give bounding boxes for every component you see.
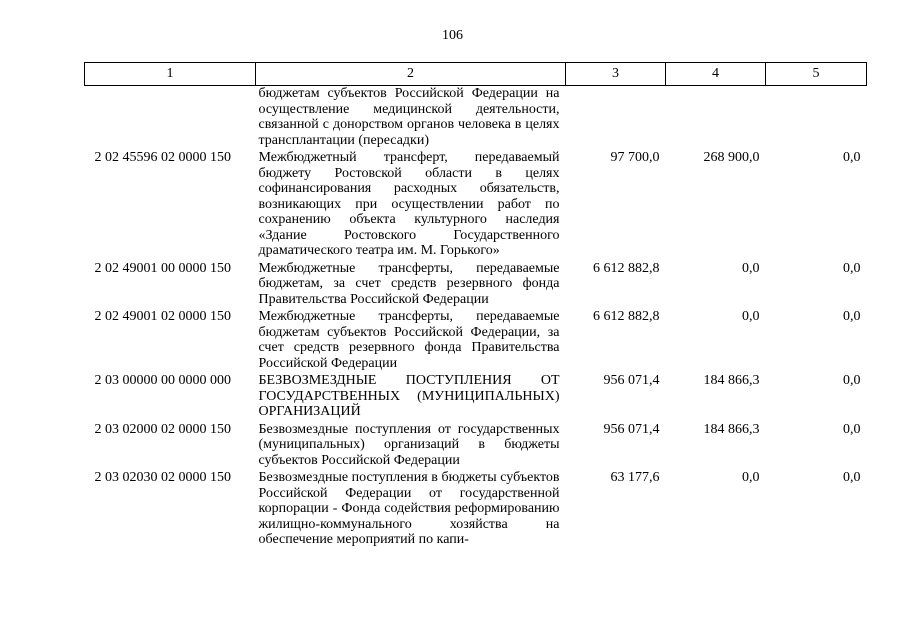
row-name: Межбюджетные трансферты, передаваемые бюджетам субъектов Российской Федерации, за счет средств резервного фонда Правительства Российской Федерации bbox=[258, 309, 560, 371]
row-value-col3: 6 612 882,8 bbox=[593, 309, 660, 324]
row-value-col3: 97 700,0 bbox=[610, 150, 660, 165]
row-value-col5 bbox=[766, 86, 867, 151]
row-value-col5: 0,0 bbox=[843, 309, 861, 324]
row-code: 2 03 02030 02 0000 150 bbox=[94, 470, 231, 485]
row-value-col3: 956 071,4 bbox=[603, 421, 660, 437]
table-body bbox=[85, 86, 867, 548]
row-value-col5: 0,0 bbox=[843, 470, 861, 485]
table-row bbox=[85, 309, 867, 373]
row-value-col4: 0,0 bbox=[742, 309, 760, 324]
row-value-col5: 0,0 bbox=[843, 150, 861, 165]
row-code: 2 02 49001 00 0000 150 bbox=[94, 260, 231, 276]
row-value-col3: 63 177,6 bbox=[610, 470, 660, 485]
table-row bbox=[85, 422, 867, 471]
column-header-4: 4 bbox=[666, 63, 766, 86]
row-name: Безвозмездные поступления от государственных (муниципальных) организаций в бюджеты субъектов Российской Федерации bbox=[258, 421, 560, 468]
row-value-col4: 184 866,3 bbox=[703, 373, 760, 388]
row-value-col3: 6 612 882,8 bbox=[593, 260, 660, 276]
column-header-2: 2 bbox=[256, 63, 566, 86]
page-number: 106 bbox=[442, 28, 463, 43]
row-value-col4 bbox=[666, 86, 766, 151]
row-name: бюджетам субъектов Российской Федерации на осуществление медицинской деятельности, связанной с донорством органов человека в целях трансплантации (пересадки) bbox=[258, 86, 560, 148]
row-code: 2 03 00000 00 0000 000 bbox=[94, 373, 231, 388]
row-value-col4: 184 866,3 bbox=[703, 421, 760, 437]
table-header bbox=[85, 63, 867, 86]
table-row bbox=[85, 373, 867, 422]
row-name: БЕЗВОЗМЕЗДНЫЕ ПОСТУПЛЕНИЯ ОТ ГОСУДАРСТВЕННЫХ (МУНИЦИПАЛЬНЫХ) ОРГАНИЗАЦИЙ bbox=[258, 373, 560, 419]
row-name: Безвозмездные поступления в бюджеты субъектов Российской Федерации от государственной корпорации - Фонда содействия реформированию жилищно-коммунального хозяйства на обеспечение мероприятий по капи- bbox=[258, 470, 560, 547]
column-header-3: 3 bbox=[566, 63, 666, 86]
table-row bbox=[85, 86, 867, 151]
row-value-col3 bbox=[566, 86, 666, 151]
row-code bbox=[85, 86, 256, 151]
row-value-col4: 0,0 bbox=[742, 260, 760, 276]
table-row bbox=[85, 261, 867, 310]
table-row bbox=[85, 150, 867, 261]
table-row bbox=[85, 470, 867, 548]
row-name: Межбюджетный трансферт, передаваемый бюджету Ростовской области в целях софинансирования расходных обязательств, возникающих при осуществлении работ по сохранению объекта культурного наследия «Здание Ростовского Государственного драматического театра им. М. Горького» bbox=[258, 150, 560, 258]
row-value-col5: 0,0 bbox=[843, 260, 861, 276]
row-value-col5: 0,0 bbox=[843, 421, 861, 437]
row-code: 2 02 49001 02 0000 150 bbox=[94, 309, 231, 324]
column-header-5: 5 bbox=[766, 63, 867, 86]
row-value-col4: 0,0 bbox=[742, 470, 760, 485]
row-name: Межбюджетные трансферты, передаваемые бюджетам, за счет средств резервного фонда Правительства Российской Федерации bbox=[258, 260, 560, 307]
row-code: 2 03 02000 02 0000 150 bbox=[94, 421, 231, 437]
header-row bbox=[85, 63, 867, 86]
row-code: 2 02 45596 02 0000 150 bbox=[94, 150, 231, 165]
row-value-col4: 268 900,0 bbox=[703, 150, 760, 165]
column-header-1: 1 bbox=[85, 63, 256, 86]
budget-table bbox=[84, 62, 867, 548]
row-value-col5: 0,0 bbox=[843, 373, 861, 388]
row-value-col3: 956 071,4 bbox=[603, 373, 660, 388]
